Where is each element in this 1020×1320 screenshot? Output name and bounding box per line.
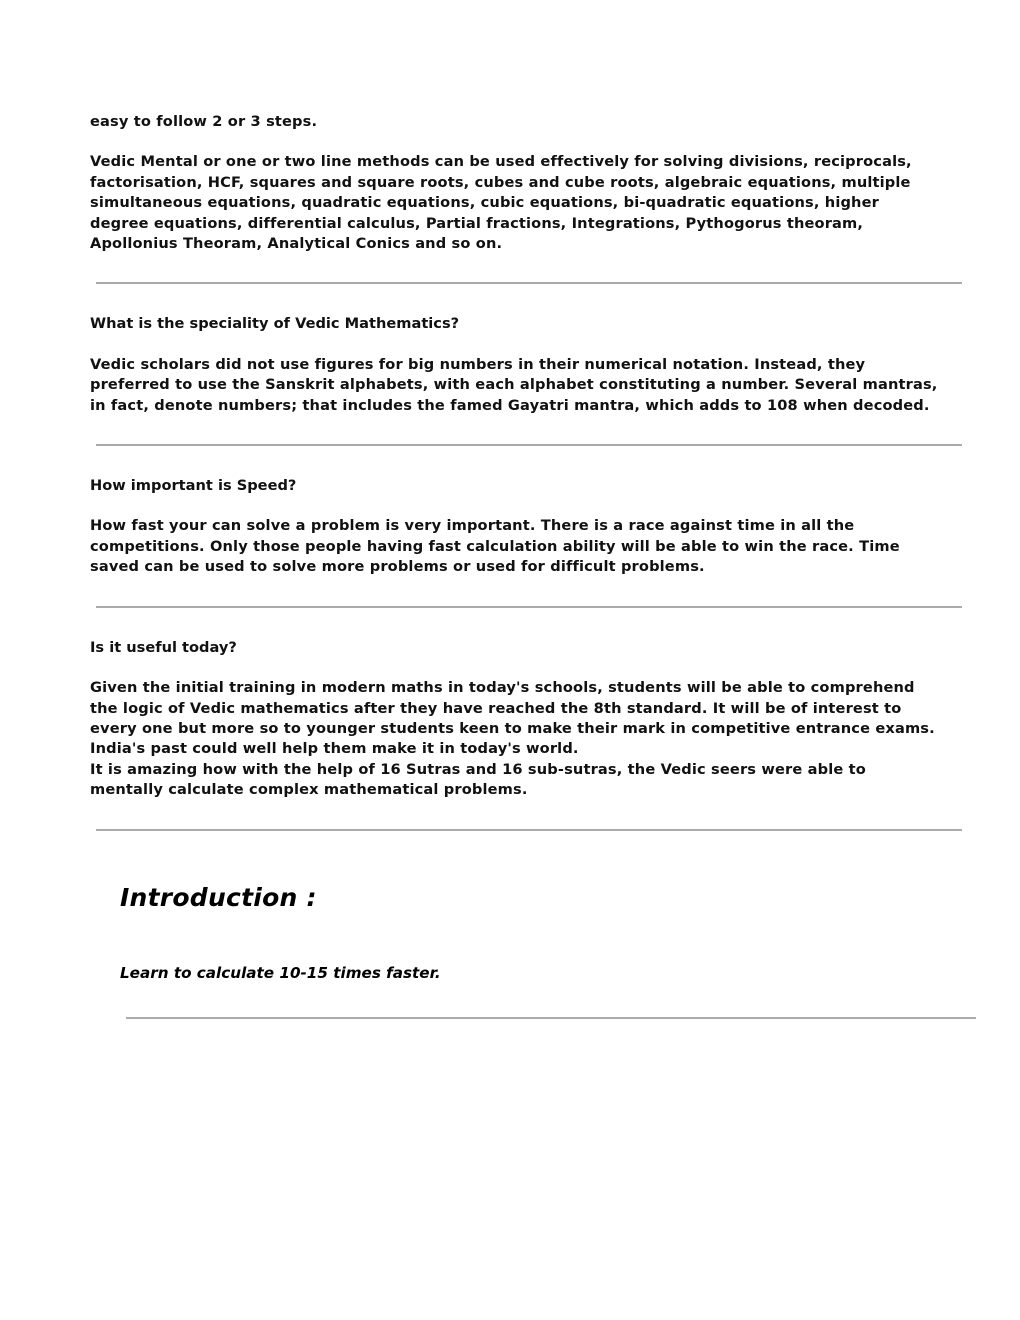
speed-heading: How important is Speed? [90, 477, 297, 495]
spacer [90, 335, 942, 355]
spacer [90, 658, 942, 678]
useful-today-paragraph-2: India's past could well help them make it in today's world. [90, 740, 579, 758]
spacer [90, 132, 942, 152]
speciality-body-paragraph: Vedic scholars did not use figures for big numbers in their numerical notation. Instead, they preferred to use the Sanskrit alphabets, with each alphabet constituting a number. Several mantras, in fact, denote numbers; that includes the famed Gayatri mantra, which adds to 108 when decoded. [90, 355, 938, 414]
introduction-title: Introduction : [120, 882, 317, 912]
spacer [120, 913, 942, 963]
section-divider-4 [96, 829, 962, 831]
section-divider-1 [96, 282, 962, 284]
useful-today-heading: Is it useful today? [90, 638, 237, 656]
useful-today-paragraph-3: It is amazing how with the help of 16 Sutras and 16 sub-sutras, the Vedic seers were able to mentally calculate complex mathematical problems. [90, 760, 866, 799]
section-divider-2 [96, 444, 962, 446]
document-content [90, 112, 942, 1027]
opening-fragment-line: easy to follow 2 or 3 steps. [90, 113, 318, 130]
section-divider-3-wrap [90, 578, 942, 638]
opening-body-paragraph: Vedic Mental or one or two line methods can be used effectively for solving divisions, reciprocals, factorisation, HCF, squares and square roots, cubes and cube roots, algebraic equations, multiple simultaneous equations, quadratic equations, cubic equations, bi-quadratic equations, higher degree equations, differential calculus, Partial fractions, Integrations, Pythogorus theoram, Apollonius Theoram, Analytical Conics and so on. [90, 153, 912, 253]
section-divider-3 [96, 606, 962, 608]
speed-body-paragraph: How fast your can solve a problem is very important. There is a race against time in all the competitions. Only those people having fast calculation ability will be able to win the race. Time saved can be used to solve more problems or used for difficult problems. [90, 517, 900, 576]
section-divider-1-wrap [90, 254, 942, 314]
section-divider-4-wrap [90, 801, 942, 861]
speciality-heading: What is the speciality of Vedic Mathematics? [90, 315, 460, 333]
spacer [120, 861, 942, 883]
section-divider-2-wrap [90, 416, 942, 476]
introduction-subtitle: Learn to calculate 10-15 times faster. [120, 963, 441, 982]
section-divider-5 [126, 1017, 976, 1019]
useful-today-paragraph-1: Given the initial training in modern maths in today's schools, students will be able to comprehend the logic of Vedic mathematics after they have reached the 8th standard. It will be of interest to every one but more so to younger students keen to make their mark in competitive entrance exams. [90, 679, 935, 737]
spacer [90, 496, 942, 516]
introduction-block [90, 861, 942, 1009]
spacer [120, 983, 942, 1009]
